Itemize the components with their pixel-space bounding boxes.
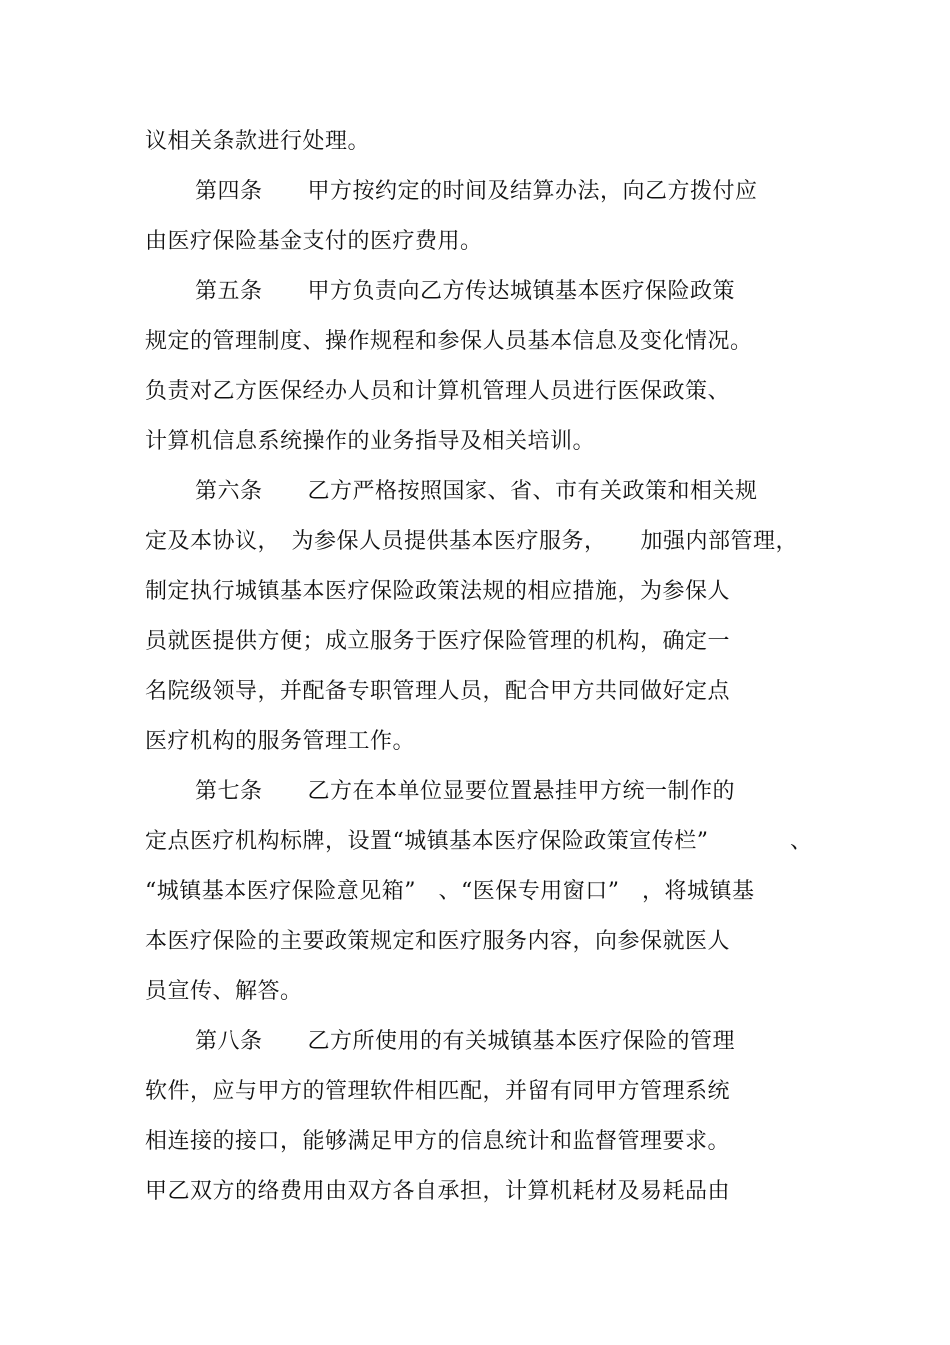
text-line: 员宣传、解答。	[145, 979, 303, 1004]
text-line: 规定的管理制度、操作规程和参保人员基本信息及变化情况。	[145, 329, 753, 354]
text-line: 名院级领导，并配备专职管理人员，配合甲方共同做好定点	[145, 679, 731, 704]
article-5-heading-line: 第五条 甲方负责向乙方传达城镇基本医疗保险政策	[195, 279, 736, 304]
text-line: 制定执行城镇基本医疗保险政策法规的相应措施，为参保人	[145, 579, 731, 604]
text-line: 负责对乙方医保经办人员和计算机管理人员进行医保政策、	[145, 379, 731, 404]
text-line: 员就医提供方便；成立服务于医疗保险管理的机构，确定一	[145, 629, 731, 654]
article-7-heading-line: 第七条 乙方在本单位显要位置悬挂甲方统一制作的	[195, 779, 736, 804]
text-line: “城镇基本医疗保险意见箱” 、“医保专用窗口” ，将城镇基	[145, 879, 755, 904]
text-line: 软件，应与甲方的管理软件相匹配，并留有同甲方管理系统	[145, 1079, 731, 1104]
text-line: 相连接的接口，能够满足甲方的信息统计和监督管理要求。	[145, 1129, 731, 1154]
article-8-heading-line: 第八条 乙方所使用的有关城镇基本医疗保险的管理	[195, 1029, 736, 1054]
article-4-heading-line: 第四条 甲方按约定的时间及结算办法，向乙方拨付应	[195, 179, 758, 204]
text-line: 议相关条款进行处理。	[145, 129, 371, 154]
text-line: 由医疗保险基金支付的医疗费用。	[145, 229, 483, 254]
text-line: 定点医疗机构标牌，设置“城镇基本医疗保险政策宣传栏”	[145, 829, 709, 854]
text-line: 本医疗保险的主要政策规定和医疗服务内容，向参保就医人	[145, 929, 731, 954]
text-line: 甲乙双方的络费用由双方各自承担，计算机耗材及易耗品由	[145, 1179, 731, 1204]
text-line: 定及本协议， 为参保人员提供基本医疗服务， 加强内部管理，	[145, 529, 799, 554]
text-line-trailing-punctuation: 、	[790, 829, 813, 854]
text-line: 医疗机构的服务管理工作。	[145, 729, 416, 754]
article-6-heading-line: 第六条 乙方严格按照国家、省、市有关政策和相关规	[195, 479, 758, 504]
text-line: 计算机信息系统操作的业务指导及相关培训。	[145, 429, 596, 454]
